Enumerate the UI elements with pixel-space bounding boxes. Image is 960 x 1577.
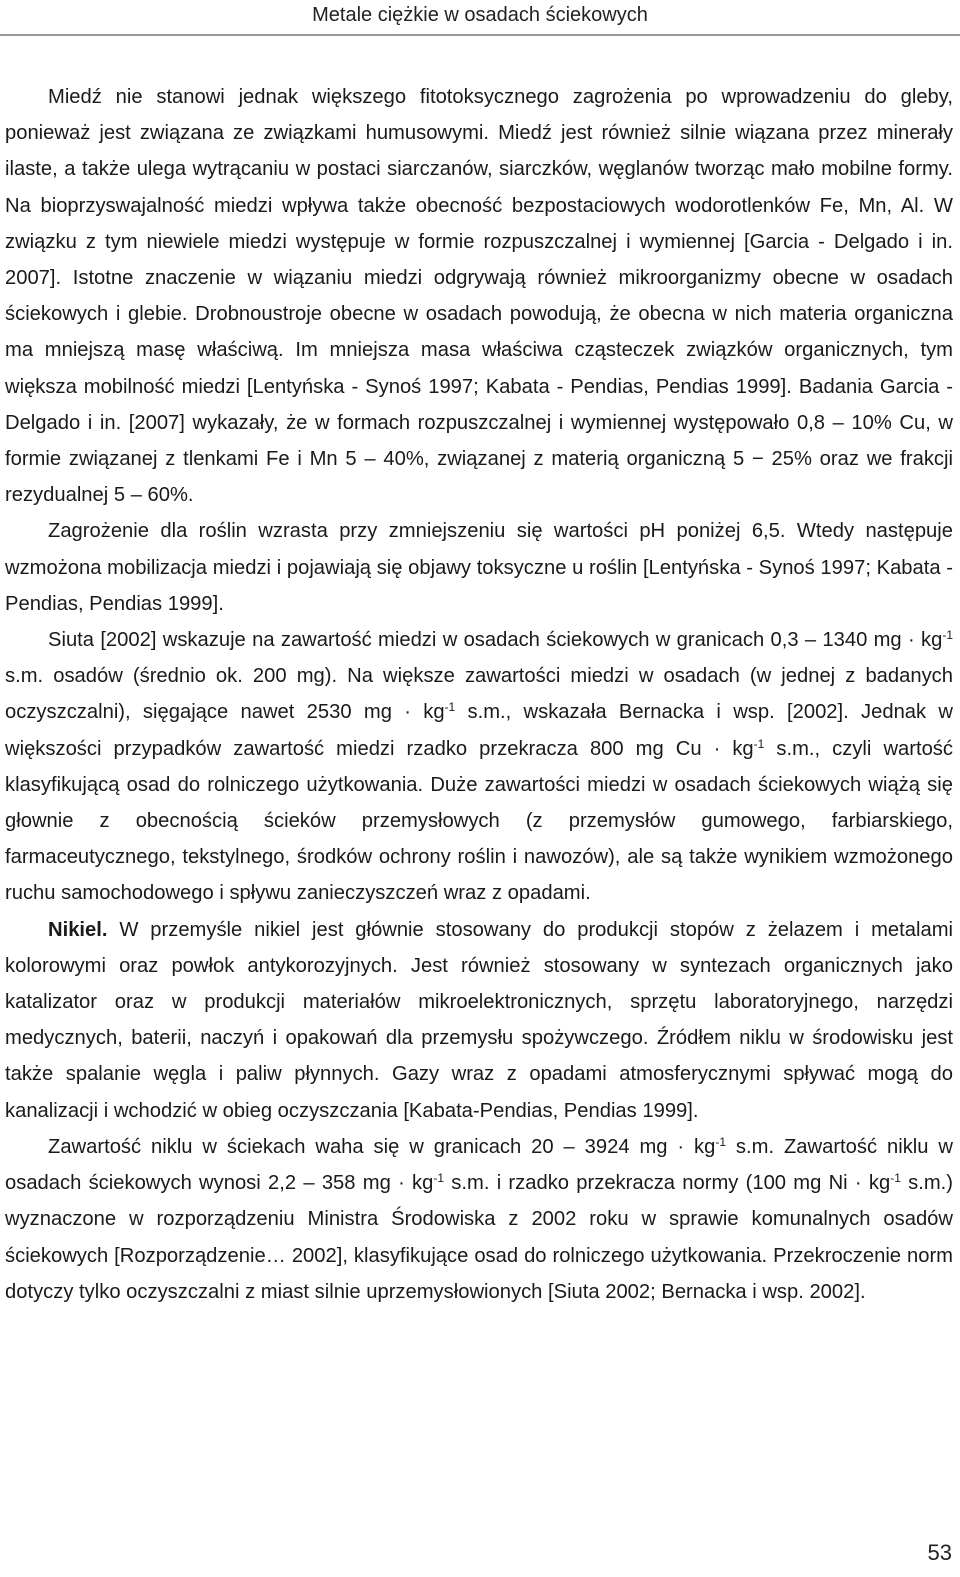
paragraph-text: Zagrożenie dla roślin wzrasta przy zmniejszeniu się wartości pH poniżej 6,5. Wtedy następuje wzmożona mobilizacja miedzi i pojawiają się objawy toksyczne u roślin [Lentyńska - Synoś 1997; Kabata - Pendias, Pendias 1999]. xyxy=(5,520,953,615)
superscript-exponent: -1 xyxy=(715,1134,727,1149)
paragraph-text: s.m., wskazała Bernacka i wsp. [2002]. Jednak w większości przypadków zawartość miedzi rzadko przekracza 800 mg Cu · kg xyxy=(5,701,953,760)
superscript-exponent: -1 xyxy=(753,736,765,751)
paragraph-nickel-intro xyxy=(5,912,953,1129)
paragraph-text: s.m., czyli wartość klasyfikującą osad do rolniczego użytkowania. Duże zawartości miedzi w osadach ściekowych wiążą się głownie z obecnością ścieków przemysłowych (z przemysłów gumowego, farbiarskiego, farmaceutycznego, tekstylnego, środków ochrony roślin i nawozów), ale są także wynikiem wzmożonego ruchu samochodowego i spływu zanieczyszczeń wraz z opadami. xyxy=(5,737,953,905)
paragraph-text: Miedź nie stanowi jednak większego fitotoksycznego zagrożenia po wprowadzeniu do gleby, ponieważ jest związana ze związkami humusowymi. Miedź jest również silnie wiązana przez minerały ilaste, a także ulega wytrącaniu w postaci siarczanów, siarczków, węglanów tworząc mało mobilne formy. Na bioprzyswajalność miedzi wpływa także obecność bezpostaciowych wodorotlenków Fe, Mn, Al. W związku z tym niewiele miedzi występuje w formie rozpuszczalnej i wymiennej [Garcia - Delgado i in. 2007]. Istotne znaczenie w wiązaniu miedzi odgrywają również mikroorganizmy obecne w osadach ściekowych i glebie. Drobnoustroje obecne w osadach powodują, że obecna w nich materia organiczna ma mniejszą masę właściwą. Im mniejsza masa właściwa cząsteczek związków organicznych, tym większa mobilność miedzi [Lentyńska - Synoś 1997; Kabata - Pendias, Pendias 1999]. Badania Garcia - Delgado i in. [2007] wykazały, że w formach rozpuszczalnej i wymiennej występowało 0,8 – 10% Cu, w formie związanej z tlenkami Fe i Mn 5 – 40%, związanej z materią organiczną 5 − 25% oraz we frakcji rezydualnej 5 – 60%. xyxy=(5,86,953,507)
paragraph-text: s.m. Zawartość niklu w osadach ściekowych wynosi 2,2 – 358 mg · kg xyxy=(5,1135,953,1195)
paragraph-text: s.m. osadów (średnio ok. 200 mg). Na większe zawartości miedzi w osadach (w jednej z badanych oczyszczalni), sięgające nawet 2530 mg · kg xyxy=(5,665,953,724)
paragraph-text: s.m. i rzadko przekracza normy (100 mg Ni · kg xyxy=(444,1172,891,1195)
paragraph-nickel-content xyxy=(5,1129,953,1310)
superscript-exponent: -1 xyxy=(890,1170,901,1185)
superscript-exponent: -1 xyxy=(433,1170,445,1185)
body-text xyxy=(5,79,953,1310)
paragraph-copper-content xyxy=(5,622,953,912)
superscript-exponent: -1 xyxy=(444,700,456,715)
paragraph-text: Siuta [2002] wskazuje na zawartość miedzi w osadach ściekowych w granicach 0,3 – 1340 mg · kg xyxy=(48,629,943,652)
paragraph-copper-binding xyxy=(5,79,953,513)
superscript-exponent: -1 xyxy=(942,627,953,642)
paragraph-text: s.m.) wyznaczone w rozporządzeniu Ministra Środowiska z 2002 roku w sprawie komunalnych osadów ściekowych [Rozporządzenie… 2002], klasyfikujące osad do rolniczego użytkowania. Przekroczenie norm dotyczy tylko oczyszczalni z miast silnie uprzemysłowionych [Siuta 2002; Bernacka i wsp. 2002]. xyxy=(5,1172,953,1303)
page-number: 53 xyxy=(927,1540,952,1565)
running-header: Metale ciężkie w osadach ściekowych xyxy=(312,4,648,26)
header-divider xyxy=(0,34,960,36)
paragraph-text: W przemyśle nikiel jest głównie stosowany do produkcji stopów z żelazem i metalami kolorowymi oraz powłok antykorozyjnych. Jest również stosowany w syntezach organicznych jako katalizator oraz w produkcji materiałów mikroelektronicznych, sprzętu laboratoryjnego, narzędzi medycznych, baterii, naczyń i opakowań dla przemysłu spożywczego. Źródłem niklu w środowisku jest także spalanie węgla i paliw płynnych. Gazy wraz z opadami atmosferycznymi spływać mogą do kanalizacji i wchodzić w obieg oczyszczania [Kabata-Pendias, Pendias 1999]. xyxy=(5,918,953,1122)
paragraph-copper-ph xyxy=(5,513,953,622)
section-lead-nickel: Nikiel. xyxy=(48,918,108,941)
paragraph-text: Zawartość niklu w ściekach waha się w granicach 20 – 3924 mg · kg xyxy=(48,1135,716,1158)
